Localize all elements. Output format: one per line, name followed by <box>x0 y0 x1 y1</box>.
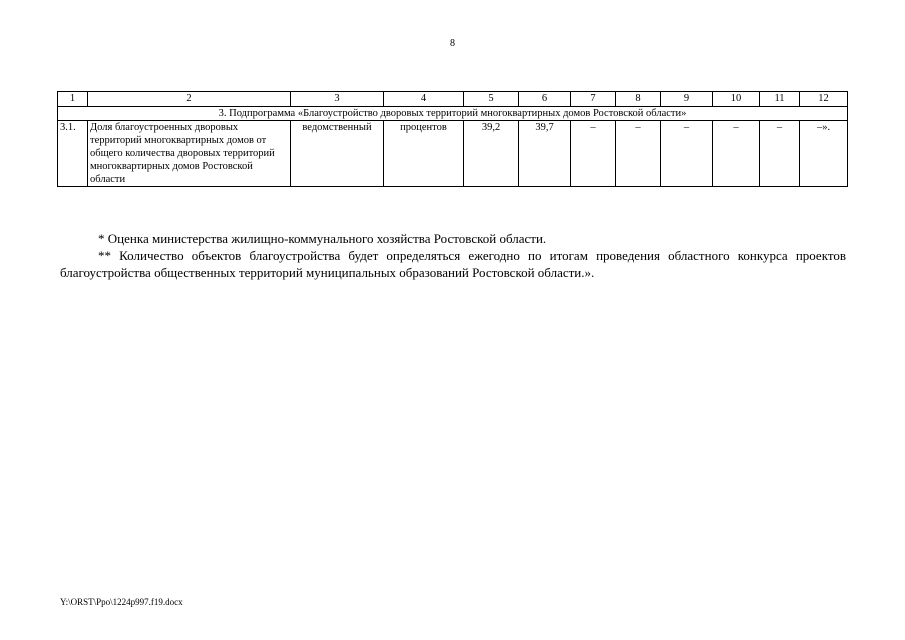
column-header-11: 11 <box>760 92 800 107</box>
indicator-type: ведомственный <box>291 121 384 187</box>
subprogram-title: 3. Подпрограмма «Благоустройство дворовых территорий многоквартирных домов Ростовской области» <box>58 107 848 121</box>
column-header-2: 2 <box>88 92 291 107</box>
indicator-name: Доля благоустроенных дворовых территорий многоквартирных домов от общего количества дворовых территорий многоквартирных домов Ростовской области <box>88 121 291 187</box>
value-col-7: – <box>571 121 616 187</box>
indicators-table <box>57 91 848 187</box>
column-header-10: 10 <box>713 92 760 107</box>
value-col-6: 39,7 <box>519 121 571 187</box>
row-number: 3.1. <box>58 121 88 187</box>
footnotes <box>60 230 846 281</box>
header-row <box>58 92 848 107</box>
value-col-10: – <box>713 121 760 187</box>
column-header-5: 5 <box>464 92 519 107</box>
column-header-4: 4 <box>384 92 464 107</box>
value-col-12: –». <box>800 121 848 187</box>
value-col-11: – <box>760 121 800 187</box>
page-number: 8 <box>450 38 455 49</box>
footnote-1: * Оценка министерства жилищно-коммунального хозяйства Ростовской области. <box>98 231 547 246</box>
table-row <box>58 121 848 187</box>
column-header-1: 1 <box>58 92 88 107</box>
value-col-8: – <box>616 121 661 187</box>
indicator-unit: процентов <box>384 121 464 187</box>
column-header-3: 3 <box>291 92 384 107</box>
value-col-9: – <box>661 121 713 187</box>
footnote-2: ** Количество объектов благоустройства будет определяться ежегодно по итогам проведения областного конкурса проектов благоустройства общественных территорий муниципальных образований Ростовской области.». <box>60 248 846 280</box>
column-header-6: 6 <box>519 92 571 107</box>
subprogram-row <box>58 107 848 121</box>
column-header-7: 7 <box>571 92 616 107</box>
column-header-8: 8 <box>616 92 661 107</box>
document-path: Y:\ORST\Ppo\1224p997.f19.docx <box>60 597 183 607</box>
value-col-5: 39,2 <box>464 121 519 187</box>
column-header-12: 12 <box>800 92 848 107</box>
column-header-9: 9 <box>661 92 713 107</box>
